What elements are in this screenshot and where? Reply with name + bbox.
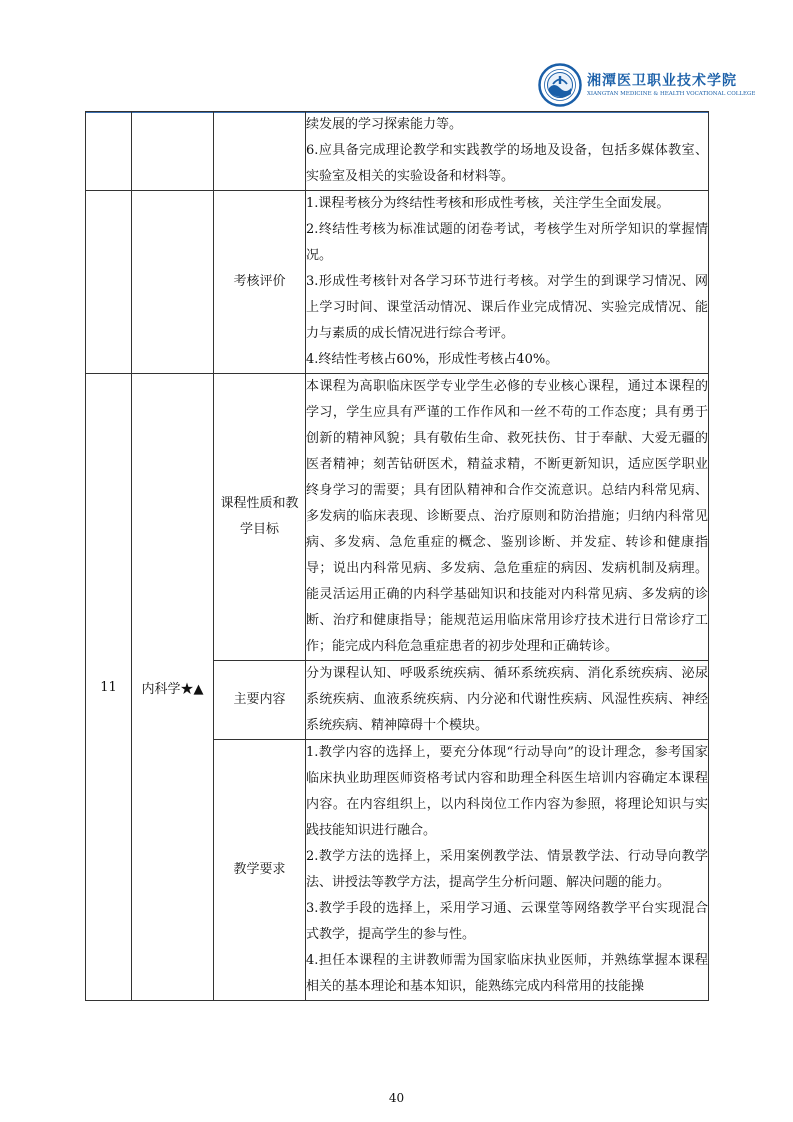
course-number-cell: [86, 112, 132, 191]
content-cell: [306, 661, 709, 740]
content-paragraph: 2.教学方法的选择上，采用案例教学法、情景教学法、行动导向教学法、讲授法等教学方法，提高学生分析问题、解决问题的能力。: [306, 849, 708, 890]
category-label: 考核评价: [214, 191, 306, 374]
college-name-cn: 湘潭医卫职业技术学院: [587, 73, 737, 89]
category-cell: [214, 112, 306, 191]
course-name-cell: [132, 191, 214, 374]
page-number: 40: [388, 1091, 405, 1105]
content-paragraph: 分为课程认知、呼吸系统疾病、循环系统疾病、消化系统疾病、泌尿系统疾病、血液系统疾病、内分泌和代谢性疾病、风湿性疾病、神经系统疾病、精神障碍十个模块。: [306, 666, 708, 733]
content-cell: [306, 112, 709, 191]
content-paragraph: 4.终结性考核占60%，形成性考核占40%。: [306, 352, 559, 367]
content-paragraph: 本课程为高职临床医学专业学生必修的专业核心课程，通过本课程的学习，学生应具有严谨的工作作风和一丝不苟的工作态度；具有勇于创新的精神风貌；具有敬佑生命、救死扶伤、甘于奉献、大爱无疆的医者精神；刻苦钻研医术，精益求精，不断更新知识，适应医学职业终身学习的需要；具有团队精神和合作交流意识。总结内科常见病、多发病的临床表现、诊断要点、治疗原则和防治措施；归纳内科常见病、多发病、急危重症的概念、鉴别诊断、并发症、转诊和健康指导；说出内科常见病、多发病、急危重症的病因、发病机制及病理。能灵活运用正确的内科学基础知识和技能对内科常见病、多发病的诊断、治疗和健康指导；能规范运用临床常用诊疗技术进行日常诊疗工作；能完成内科危急重症患者的初步处理和正确转诊。: [306, 379, 708, 654]
college-name-en: XIANGTAN MEDICINE & HEALTH VOCATIONAL COLLEGE: [587, 91, 756, 97]
course-number-cell: [86, 191, 132, 374]
content-paragraph: 3.教学手段的选择上，采用学习通、云课堂等网络教学平台实现混合式教学，提高学生的参与性。: [306, 901, 708, 942]
category-label: 教学要求: [214, 740, 306, 1001]
course-name: 内科学★▲: [132, 374, 214, 1001]
table-row: [86, 112, 709, 191]
table-row: [86, 191, 709, 374]
table-row: [86, 374, 709, 661]
category-label: 主要内容: [214, 661, 306, 740]
content-paragraph: 1.教学内容的选择上，要充分体现“行动导向”的设计理念，参考国家临床执业助理医师资格考试内容和助理全科医生培训内容确定本课程内容。在内容组织上，以内科岗位工作内容为参照，将理论知识与实践技能知识进行融合。: [306, 745, 708, 838]
college-logo-icon: [538, 63, 582, 107]
curriculum-table: [85, 111, 709, 1001]
content-paragraph: 4.担任本课程的主讲教师需为国家临床执业医师，并熟练掌握本课程相关的基本理论和基本知识，能熟练完成内科常用的技能操: [306, 953, 708, 994]
course-number: 11: [86, 374, 132, 1001]
course-name-cell: [132, 112, 214, 191]
content-cell: [306, 740, 709, 1001]
content-cell: [306, 374, 709, 661]
content-paragraph: 续发展的学习探索能力等。: [306, 117, 463, 132]
category-label: 课程性质和教学目标: [214, 374, 306, 661]
content-cell: [306, 191, 709, 374]
page-header: [85, 60, 756, 114]
content-paragraph: 2.终结性考核为标准试题的闭卷考试，考核学生对所学知识的掌握情况。: [306, 222, 708, 263]
content-paragraph: 6.应具备完成理论教学和实践教学的场地及设备，包括多媒体教室、实验室及相关的实验设备和材料等。: [306, 143, 708, 184]
content-paragraph: 1.课程考核分为终结性考核和形成性考核，关注学生全面发展。: [306, 196, 670, 211]
content-paragraph: 3.形成性考核针对各学习环节进行考核。对学生的到课学习情况、网上学习时间、课堂活动情况、课后作业完成情况、实验完成情况、能力与素质的成长情况进行综合考评。: [306, 274, 708, 341]
